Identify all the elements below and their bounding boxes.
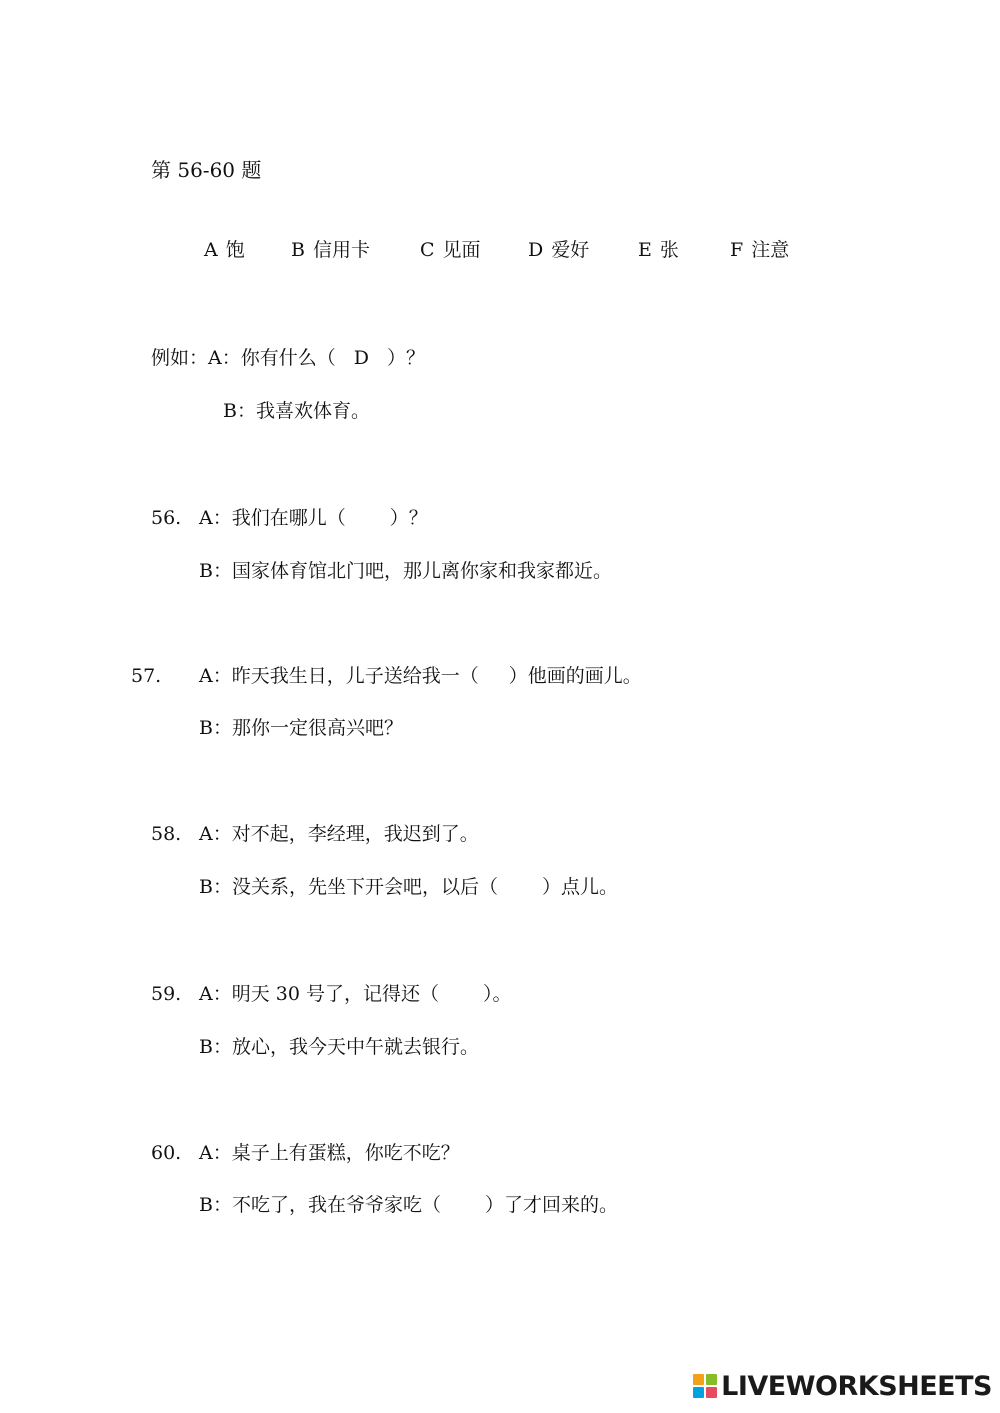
option-a: A 饱 xyxy=(204,239,245,261)
question-line-b: B：不吃了，我在爷爷家吃（ ）了才回来的。 xyxy=(199,1194,618,1216)
question-line-b: B：没关系，先坐下开会吧，以后（ ）点儿。 xyxy=(199,876,618,898)
question-line-a: A：桌子上有蛋糕，你吃不吃？ xyxy=(199,1142,460,1164)
logo-text: LIVEWORKSHEETS xyxy=(721,1370,992,1402)
page-title: 第 56-60 题 xyxy=(151,158,262,182)
question-line-b: B：放心，我今天中午就去银行。 xyxy=(199,1036,479,1058)
question-number: 59. xyxy=(151,983,182,1005)
question-number: 57. xyxy=(131,665,162,687)
question-number: 56. xyxy=(151,507,182,529)
liveworksheets-logo xyxy=(693,1369,992,1403)
question-line-b: B：那你一定很高兴吧？ xyxy=(199,717,403,739)
question-line-b: B：国家体育馆北门吧，那儿离你家和我家都近。 xyxy=(199,560,612,582)
question-line-a: A：我们在哪儿（ ）？ xyxy=(199,507,428,529)
example-line-a: 例如：A：你有什么（ D ）？ xyxy=(151,347,426,369)
option-f: F 注意 xyxy=(730,239,790,261)
option-b: B 信用卡 xyxy=(291,239,370,261)
logo-grid-icon xyxy=(693,1374,717,1398)
option-e: E 张 xyxy=(638,239,679,261)
example-line-b: B：我喜欢体育。 xyxy=(223,400,370,422)
question-line-a: A：对不起，李经理，我迟到了。 xyxy=(199,823,479,845)
option-c: C 见面 xyxy=(420,239,481,261)
question-line-a: A：明天 30 号了，记得还（ ）。 xyxy=(199,983,512,1005)
example-answer: D xyxy=(353,347,369,369)
option-d: D 爱好 xyxy=(528,239,590,261)
question-number: 58. xyxy=(151,823,182,845)
question-number: 60. xyxy=(151,1142,182,1164)
question-line-a: A：昨天我生日，儿子送给我一（ ）他画的画儿。 xyxy=(199,665,642,687)
